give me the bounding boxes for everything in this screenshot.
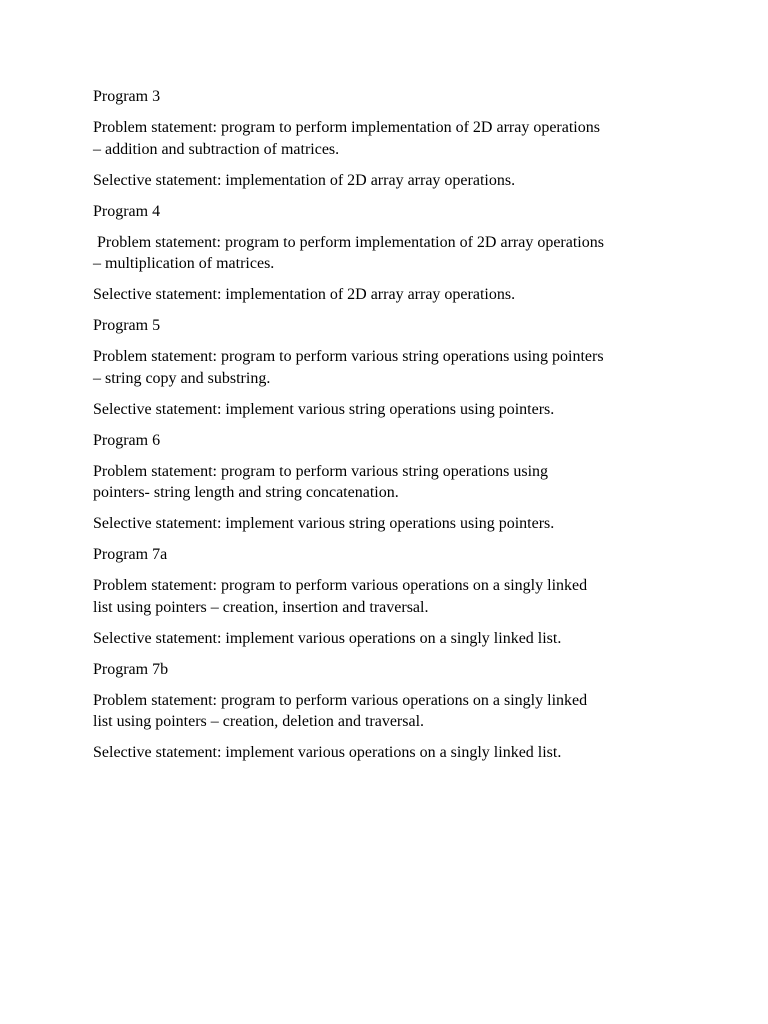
selective-statement: Selective statement: implement various string operations using pointers. xyxy=(93,400,555,418)
problem-statement-line: Problem statement: program to perform various operations on a singly linked xyxy=(93,577,588,594)
problem-statement-line: list using pointers – creation, insertion and traversal. xyxy=(93,598,429,616)
program-section xyxy=(93,315,693,420)
problem-statement-line: Problem statement: program to perform various string operations using xyxy=(93,462,549,480)
program-section xyxy=(93,86,693,191)
document-page xyxy=(93,86,693,773)
program-section xyxy=(93,201,693,306)
program-heading: Program 3 xyxy=(93,88,161,105)
problem-statement xyxy=(93,575,693,618)
program-heading: Program 5 xyxy=(93,317,161,334)
selective-statement: Selective statement: implement various operations on a singly linked list. xyxy=(93,629,562,647)
selective-statement: Selective statement: implementation of 2D array array operations. xyxy=(93,286,516,303)
program-section xyxy=(93,544,693,649)
problem-statement xyxy=(93,690,693,733)
problem-statement xyxy=(93,232,693,275)
problem-statement-line: Problem statement: program to perform various operations on a singly linked xyxy=(93,691,588,709)
problem-statement-line: list using pointers – creation, deletion and traversal. xyxy=(93,713,425,730)
program-heading: Program 7b xyxy=(93,660,169,678)
problem-statement-line: – string copy and substring. xyxy=(93,369,271,387)
problem-statement xyxy=(93,117,693,160)
problem-statement xyxy=(93,461,693,504)
problem-statement-line: Problem statement: program to perform various string operations using pointers xyxy=(93,348,604,365)
problem-statement-line: Problem statement: program to perform implementation of 2D array operations xyxy=(93,233,604,251)
selective-statement: Selective statement: implement various operations on a singly linked list. xyxy=(93,744,562,761)
program-section xyxy=(93,430,693,535)
problem-statement-line: pointers- string length and string concatenation. xyxy=(93,484,399,501)
program-heading: Program 4 xyxy=(93,202,161,220)
problem-statement xyxy=(93,346,693,389)
problem-statement-line: – multiplication of matrices. xyxy=(93,255,275,272)
program-section xyxy=(93,659,693,764)
problem-statement-line: – addition and subtraction of matrices. xyxy=(93,140,340,158)
selective-statement: Selective statement: implement various string operations using pointers. xyxy=(93,515,555,532)
program-heading: Program 7a xyxy=(93,546,168,563)
selective-statement: Selective statement: implementation of 2D array array operations. xyxy=(93,171,516,189)
program-heading: Program 6 xyxy=(93,431,161,449)
problem-statement-line: Problem statement: program to perform implementation of 2D array operations xyxy=(93,119,600,136)
